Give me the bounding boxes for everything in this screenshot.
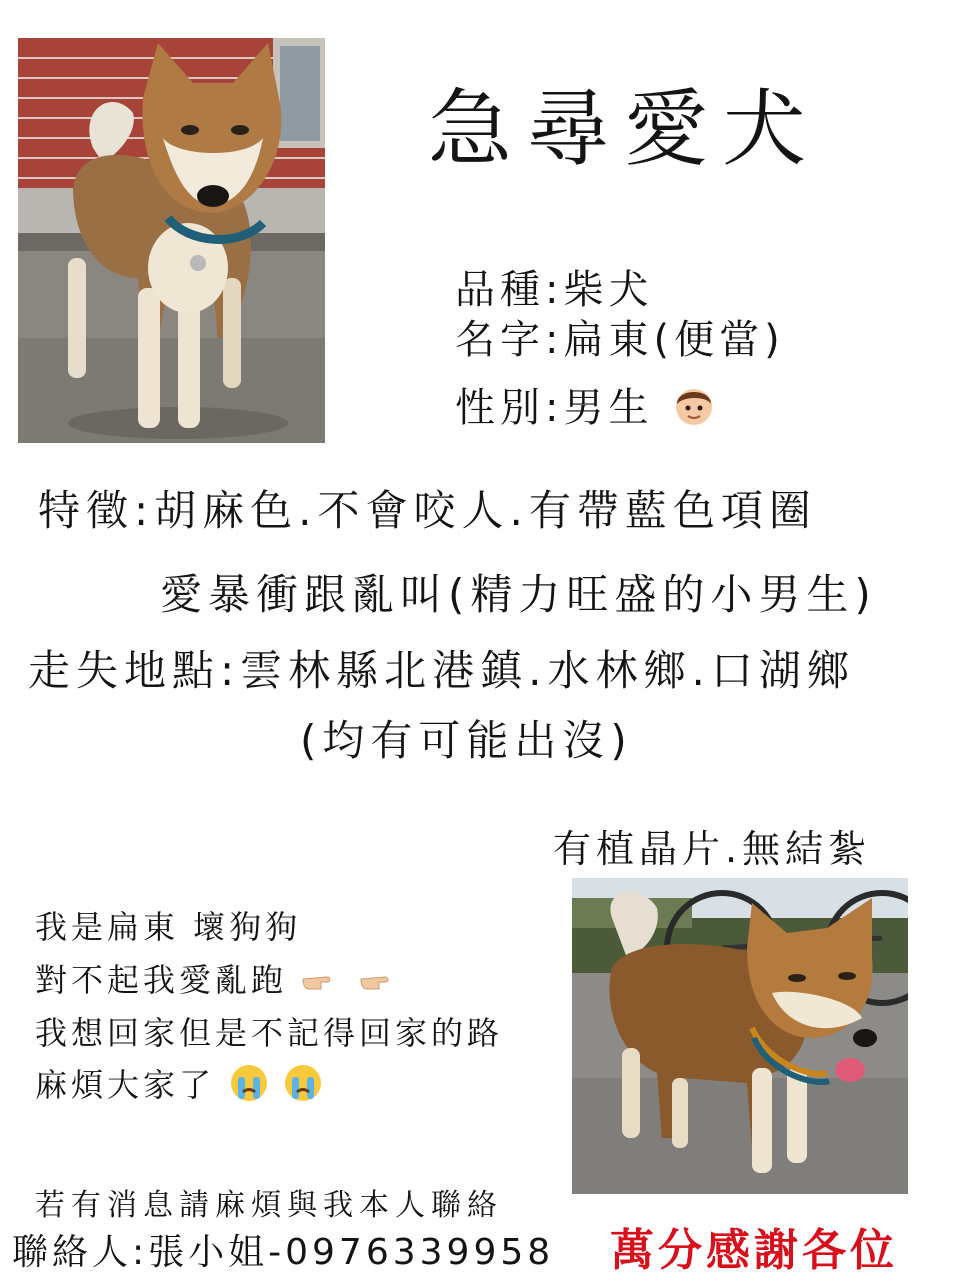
thanks-text: 萬分感謝各位 [610, 1225, 898, 1276]
gender-text: 性別:男生 [455, 385, 654, 431]
location-line-2: (均有可能出沒) [300, 716, 633, 765]
pointing-hand-emoji-icon [359, 963, 403, 1001]
message-line-1: 我是扁東 壞狗狗 [35, 908, 302, 946]
message-line-4-text: 麻煩大家了 [35, 1066, 216, 1104]
gender-line [455, 376, 717, 438]
crying-face-emoji-icon [283, 1063, 323, 1111]
contact-person: 聯絡人:張小姐-0976339958 [12, 1232, 555, 1273]
dog-photo-top [18, 38, 325, 443]
message-line-2 [35, 955, 403, 1001]
features-line-1: 特徵:胡麻色.不會咬人.有帶藍色項圈 [38, 486, 817, 535]
features-line-2: 愛暴衝跟亂叫(精力旺盛的小男生) [160, 570, 877, 619]
name-line: 名字:扁東(便當) [455, 317, 785, 363]
pointing-hand-emoji-icon [301, 963, 345, 1001]
location-line-1: 走失地點:雲林縣北港鎮.水林鄉.口湖鄉 [28, 646, 855, 695]
crying-face-emoji-icon [229, 1063, 269, 1111]
message-line-3: 我想回家但是不記得回家的路 [35, 1014, 504, 1052]
page-title: 急尋愛犬 [428, 80, 821, 178]
contact-request: 若有消息請麻煩與我本人聯絡 [35, 1188, 503, 1223]
dog-photo-bottom [572, 878, 908, 1194]
breed-line: 品種:柴犬 [455, 267, 654, 313]
message-line-2-text: 對不起我愛亂跑 [35, 961, 288, 999]
boy-emoji-icon [671, 382, 717, 438]
message-line-4 [35, 1060, 323, 1111]
chip-note: 有植晶片.無結紮 [553, 827, 872, 871]
